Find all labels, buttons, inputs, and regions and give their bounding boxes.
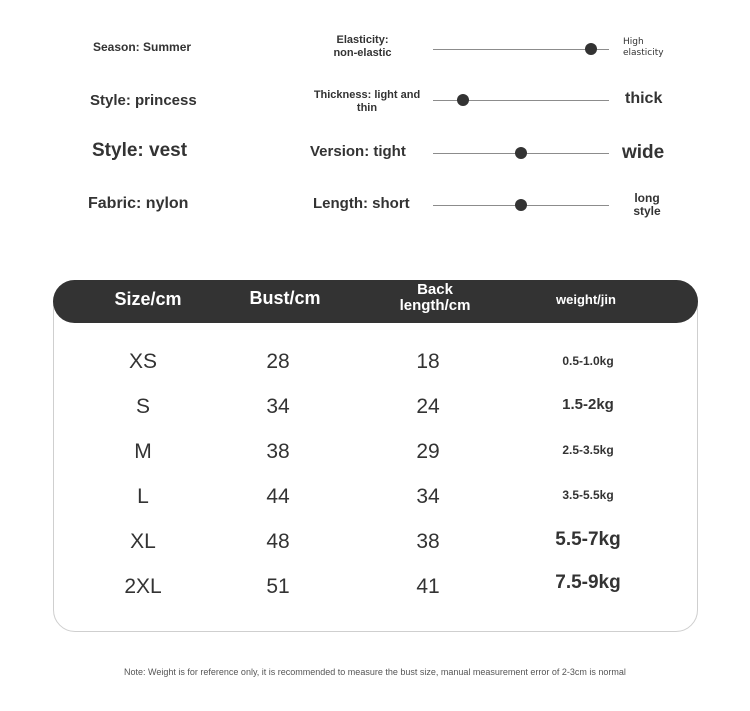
cell-back: 38	[416, 530, 440, 553]
cell-bust: 28	[266, 350, 290, 373]
slider-length-label: Length: short	[313, 195, 410, 212]
slider-version-right-label: wide	[622, 142, 665, 163]
cell-bust: 48	[266, 530, 290, 553]
cell-bust: 51	[266, 575, 290, 598]
cell-bust: 44	[266, 485, 290, 508]
cell-size: L	[137, 485, 149, 508]
cell-back: 18	[416, 350, 440, 373]
slider-thickness-right-label: thick	[625, 90, 663, 107]
cell-weight: 7.5-9kg	[555, 572, 621, 593]
header-weight: weight/jin	[556, 292, 616, 307]
header-size: Size/cm	[114, 289, 182, 309]
attr-style-vest: Style: vest	[92, 140, 188, 161]
cell-weight: 2.5-3.5kg	[562, 443, 614, 457]
header-back-length: Back length/cm	[399, 281, 471, 314]
slider-elasticity-right-label: High elasticity	[623, 37, 664, 58]
cell-bust: 34	[266, 395, 290, 418]
cell-weight: 0.5-1.0kg	[562, 354, 614, 368]
footnote: Note: Weight is for reference only, it is recommended to measure the bust size, manual measurement error of 2-3cm is normal	[124, 667, 626, 677]
slider-version-label: Version: tight	[310, 143, 406, 160]
cell-weight: 1.5-2kg	[562, 396, 614, 413]
cell-back: 34	[416, 485, 440, 508]
slider-elasticity-knob	[585, 43, 597, 55]
cell-back: 29	[416, 440, 440, 463]
slider-elasticity-track	[433, 49, 609, 50]
slider-thickness-label: Thickness: light and thin	[313, 89, 421, 114]
slider-elasticity-label: Elasticity: non-elastic	[333, 34, 392, 59]
cell-size: XS	[128, 350, 157, 373]
header-bust: Bust/cm	[249, 288, 321, 308]
size-table-header	[53, 280, 698, 323]
cell-size: 2XL	[124, 575, 162, 598]
cell-weight: 3.5-5.5kg	[562, 488, 614, 502]
attr-fabric: Fabric: nylon	[88, 195, 189, 212]
cell-back: 41	[416, 575, 440, 598]
attr-style-princess: Style: princess	[90, 92, 197, 109]
cell-size: M	[134, 440, 152, 463]
cell-size: XL	[130, 530, 156, 553]
slider-length-right-label: long style	[633, 191, 661, 218]
slider-version-knob	[515, 147, 527, 159]
cell-back: 24	[416, 395, 440, 418]
cell-bust: 38	[266, 440, 290, 463]
cell-weight: 5.5-7kg	[555, 529, 621, 550]
attr-season: Season: Summer	[93, 40, 192, 54]
slider-length-knob	[515, 199, 527, 211]
slider-thickness-knob	[457, 94, 469, 106]
cell-size: S	[135, 395, 150, 418]
